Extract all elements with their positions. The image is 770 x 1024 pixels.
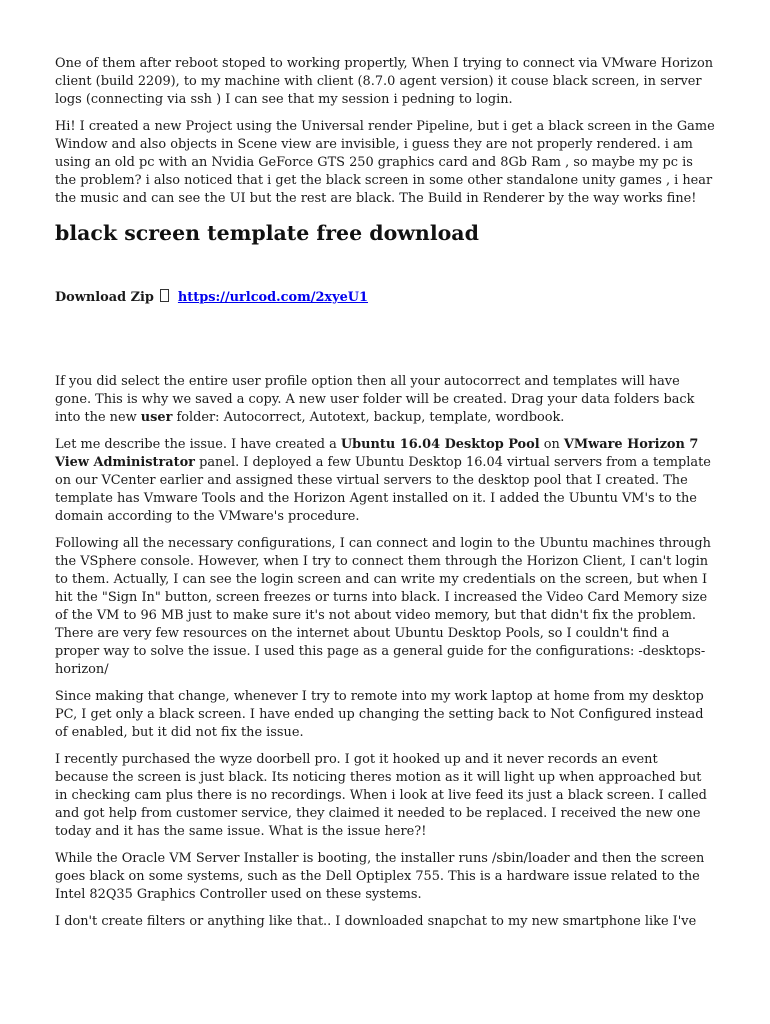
text-run: panel. I deployed a few Ubuntu Desktop 16.04 virtual servers from a template on our VCenter earlier and assigned these virtual servers to the desktop pool that I created. The template has Vmware Tools and the Horizon Agent installed on it. I added the Ubuntu VM's to the domain according to the VMware's procedure.	[55, 455, 711, 524]
paragraph-snapchat: I don't create filters or anything like that.. I downloaded snapchat to my new smartphone like I've	[55, 914, 697, 929]
bold-user: user	[140, 410, 173, 425]
page-heading: black screen template free download	[55, 221, 479, 245]
text-run: If you did select the entire user profile option then all your autocorrect and templates will have gone. This is why we saved a copy. A new user folder will be created. Drag your data folders back into the new	[55, 374, 695, 425]
download-link[interactable]: https://urlcod.com/2xyeU1	[177, 290, 369, 305]
text-run: Let me describe the issue. I have created a	[55, 437, 341, 452]
paragraph-vmware-reboot: One of them after reboot stoped to working propertly, When I trying to connect via VMware Horizon client (build 2209), to my machine with client (8.7.0 agent version) it couse black screen, in server logs (connecting via ssh ) I can see that my session i pedning to login.	[55, 56, 714, 107]
download-label: Download Zip	[55, 290, 154, 305]
paragraph-remote-laptop: Since making that change, whenever I try to remote into my work laptop at home from my desktop PC, I get only a black screen. I have ended up changing the setting back to Not Configured instead of enabled, but it did not fix the issue.	[55, 689, 704, 740]
download-line	[55, 289, 715, 307]
paragraph-user-profile	[55, 373, 715, 427]
bold-horizon-admin: VMware Horizon 7 View Administrator	[55, 437, 699, 470]
paragraph-horizon-login: Following all the necessary configurations, I can connect and login to the Ubuntu machines through the VSphere console. However, when I try to connect them through the Horizon Client, I can't login to them. Actually, I can see the login screen and can write my credentials on the screen, but when I hit the "Sign In" button, screen freezes or turns into black. I increased the Video Card Memory size of the VM to 96 MB just to make sure it's not about video memory, but that didn't fix the problem. There are very few resources on the internet about Ubuntu Desktop Pools, so I couldn't find a proper way to solve the issue. I used this page as a general guide for the configurations: -desktops-horizon/	[55, 536, 711, 677]
bold-ubuntu-pool: Ubuntu 16.04 Desktop Pool	[340, 437, 540, 452]
missing-glyph-icon	[160, 289, 169, 302]
text-run: on	[539, 437, 564, 452]
document-body	[55, 55, 715, 940]
paragraph-urp-black-screen: Hi! I created a new Project using the Universal render Pipeline, but i get a black screen in the Game Window and also objects in Scene view are invisible, i guess they are not properly rendered. i am using an old pc with an Nvidia GeForce GTS 250 graphics card and 8Gb Ram , so maybe my pc is the problem? i also noticed that i get the black screen in some other standalone unity games , i hear the music and can see the UI but the rest are black. The Build in Renderer by the way works fine!	[55, 119, 715, 206]
paragraph-oracle-vm: While the Oracle VM Server Installer is booting, the installer runs /sbin/loader and then the screen goes black on some systems, such as the Dell Optiplex 755. This is a hardware issue related to the Intel 82Q35 Graphics Controller used on these systems.	[55, 851, 705, 902]
text-run: folder: Autocorrect, Autotext, backup, template, wordbook.	[172, 410, 565, 425]
paragraph-wyze-doorbell: I recently purchased the wyze doorbell pro. I got it hooked up and it never records an event because the screen is just black. Its noticing theres motion as it will light up when approached but in checking cam plus there is no recordings. When i look at live feed its just a black screen. I called and got help from customer service, they claimed it needed to be replaced. I received the new one today and it has the same issue. What is the issue here?!	[55, 752, 707, 839]
paragraph-ubuntu-pool	[55, 436, 715, 526]
